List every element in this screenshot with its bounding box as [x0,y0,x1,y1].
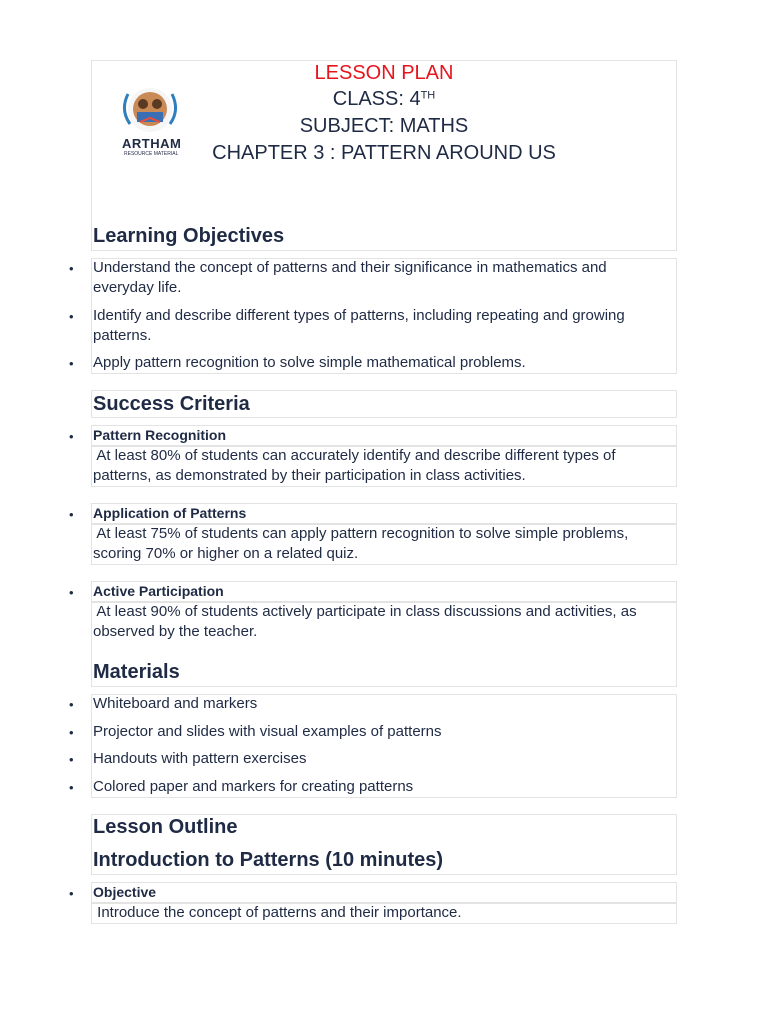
bullet: • [69,752,74,767]
criteria-text: At least 75% of students can apply pattern recognition to solve simple problems, [93,525,629,542]
list-item: Handouts with pattern exercises [93,750,307,767]
bullet: • [69,886,74,901]
criteria-label: Application of Patterns [93,505,247,521]
page-title: LESSON PLAN [314,62,454,84]
list-item: Understand the concept of patterns and their significance in mathematics and [93,259,607,276]
criteria-text: At least 80% of students can accurately identify and describe different types of [93,447,616,464]
outline-label: Objective [93,884,157,900]
lesson-outline-heading: Lesson Outline [93,816,238,838]
logo-text: ARTHAM [122,136,182,151]
bullet: • [69,585,74,600]
logo-subtext: RESOURCE MATERIAL [124,151,179,157]
bullet: • [69,356,74,371]
bullet: • [69,697,74,712]
lesson-outline-subheading: Introduction to Patterns (10 minutes) [93,849,444,871]
criteria-text-continued: observed by the teacher. [93,623,258,640]
class-label: CLASS: 4 [332,88,421,110]
list-item-continued: patterns. [93,327,152,344]
bullet: • [69,780,74,795]
criteria-label: Pattern Recognition [93,427,227,443]
learning-objectives-heading: Learning Objectives [93,225,285,247]
criteria-text-continued: patterns, as demonstrated by their participation in class activities. [93,467,526,484]
chapter-label: CHAPTER 3 : PATTERN AROUND US [212,142,556,164]
list-item: Whiteboard and markers [93,695,258,712]
bullet: • [69,309,74,324]
criteria-text: At least 90% of students actively participate in class discussions and activities, as [93,603,637,620]
list-item: Identify and describe different types of patterns, including repeating and growing [93,307,625,324]
list-item: Projector and slides with visual examples of patterns [93,723,442,740]
outline-text: Introduce the concept of patterns and their importance. [93,904,462,921]
list-item-continued: everyday life. [93,279,182,296]
criteria-label: Active Participation [93,583,224,599]
materials-heading: Materials [93,661,180,683]
subject-label: SUBJECT: MATHS [299,115,469,137]
list-item: Colored paper and markers for creating patterns [93,778,414,795]
bullet: • [69,261,74,276]
success-criteria-heading: Success Criteria [93,393,250,415]
list-item: Apply pattern recognition to solve simple mathematical problems. [93,354,526,371]
class-superscript: TH [420,89,436,102]
criteria-text-continued: scoring 70% or higher on a related quiz. [93,545,359,562]
bullet: • [69,429,74,444]
outline-label-box [91,882,677,903]
bullet: • [69,725,74,740]
bullet: • [69,507,74,522]
